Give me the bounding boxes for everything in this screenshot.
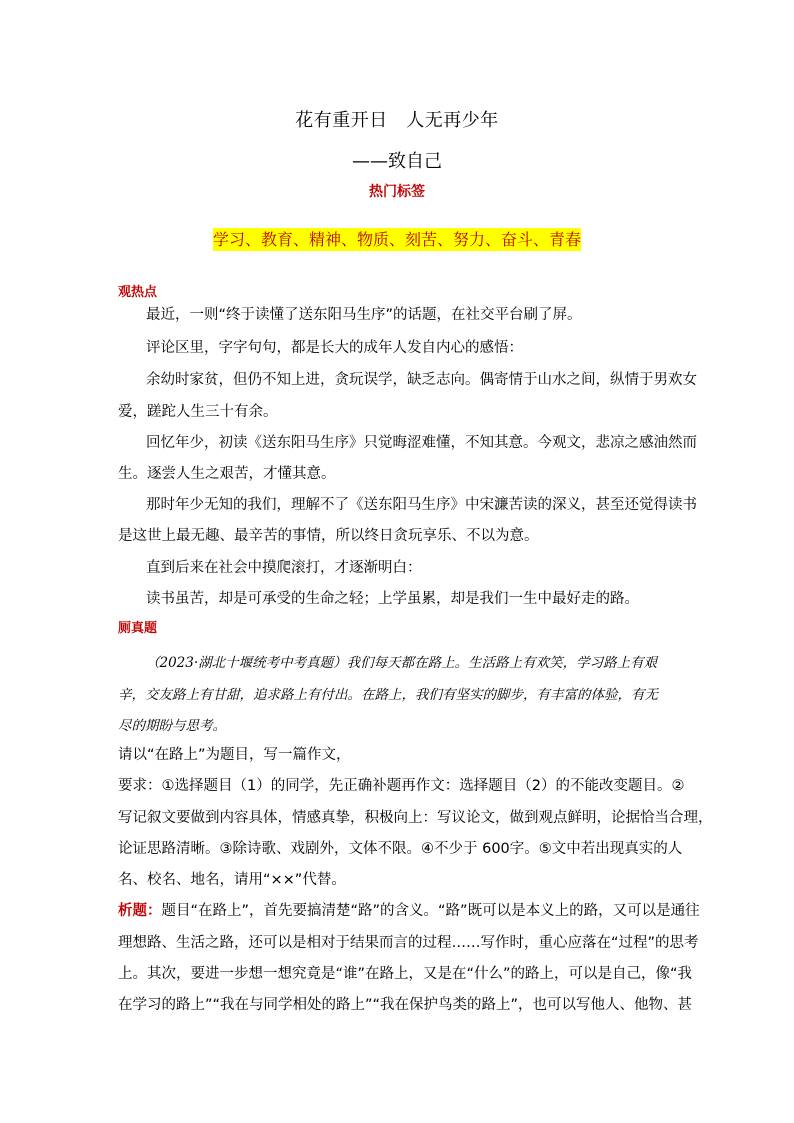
section-heading-hot: 观热点 <box>118 285 158 300</box>
exam-line: （2023·湖北十堰统考中考真题）我们每天都在路上。生活路上有欢笑，学习路上有艰 <box>146 655 658 671</box>
prompt-line: 请以“在路上”为题目，写一篇作文， <box>118 747 351 763</box>
analysis-line: 理想路、生活之路，还可以是相对于结果而言的过程……写作时，重心应落在“过程”的思考 <box>118 935 699 951</box>
tags-label: 热门标签 <box>369 184 425 200</box>
paragraph-line: 最近，一则“终于读懂了送东阳马生序”的话题，在社交平台刷了屏。 <box>146 307 582 323</box>
requirement-line: 写记叙文要做到内容具体，情感真挚，积极向上：写议论文，做到观点鲜明，论据恰当合理， <box>118 810 713 826</box>
exam-line: 尽的期盼与思考。 <box>118 718 226 734</box>
paragraph-line: 回忆年少，初读《送东阳马生序》只觉晦涩难懂，不知其意。今观文，悲凉之感油然而 <box>146 435 697 451</box>
paragraph-line: 直到后来在社会中摸爬滚打，才逐渐明白： <box>146 560 422 576</box>
analysis-line: 上。其次，要进一步想一想究竟是“谁”在路上，又是在“什么”的路上，可以是自己，像“我 <box>118 966 693 982</box>
paragraph-line: 评论区里，字字句句，都是长大的成年人发自内心的感悟： <box>146 340 523 356</box>
requirement-line: 论证思路清晰。③除诗歌、戏剧外，文体不限。④不少于 600字。⑤文中若出现真实的人 <box>118 841 683 857</box>
tags-line <box>0 227 794 250</box>
analysis-line <box>118 899 700 920</box>
page-subtitle: ——致自己 <box>352 151 442 172</box>
paragraph-line: 是这世上最无趣、最辛苦的事情，所以终日贪玩享乐、不以为意。 <box>118 528 539 544</box>
paragraph-line: 生。逐尝人生之艰苦，才懂其意。 <box>118 466 336 482</box>
exam-line: 辛，交友路上有甘甜，追求路上有付出。在路上，我们有坚实的脚步，有丰富的体验，有无 <box>118 687 658 703</box>
analysis-label: 析题： <box>118 903 162 919</box>
paragraph-line: 爱，蹉跎人生三十有余。 <box>118 404 278 420</box>
paragraph-line: 余幼时家贫，但仍不知上进，贪玩误学，缺乏志向。偶寄情于山水之间，纵情于男欢女 <box>146 372 697 388</box>
page-title: 花有重开日 人无再少年 <box>295 110 499 131</box>
requirement-line: 要求：①选择题目（1）的同学，先正确补题再作文：选择题目（2）的不能改变题目。② <box>118 778 685 794</box>
section-heading-exam: 厕真题 <box>118 621 158 636</box>
requirement-line: 名、校名、地名，请用“××”代替。 <box>118 872 346 888</box>
paragraph-line: 那时年少无知的我们，理解不了《送东阳马生序》中宋濂苦读的深义，甚至还觉得读书 <box>146 497 697 513</box>
paragraph-line: 读书虽苦，却是可承受的生命之轻；上学虽累，却是我们一生中最好走的路。 <box>146 591 639 607</box>
tags-highlight: 学习、教育、精神、物质、刻苦、努力、奋斗、青春 <box>212 230 581 249</box>
analysis-text: 题目“在路上”，首先要搞清楚“路”的含义。“路”既可以是本义上的路，又可以是通往 <box>161 903 700 919</box>
analysis-line: 在学习的路上”“我在与同学相处的路上”“我在保护鸟类的路上”，也可以写他人、他物、甚 <box>118 997 693 1013</box>
